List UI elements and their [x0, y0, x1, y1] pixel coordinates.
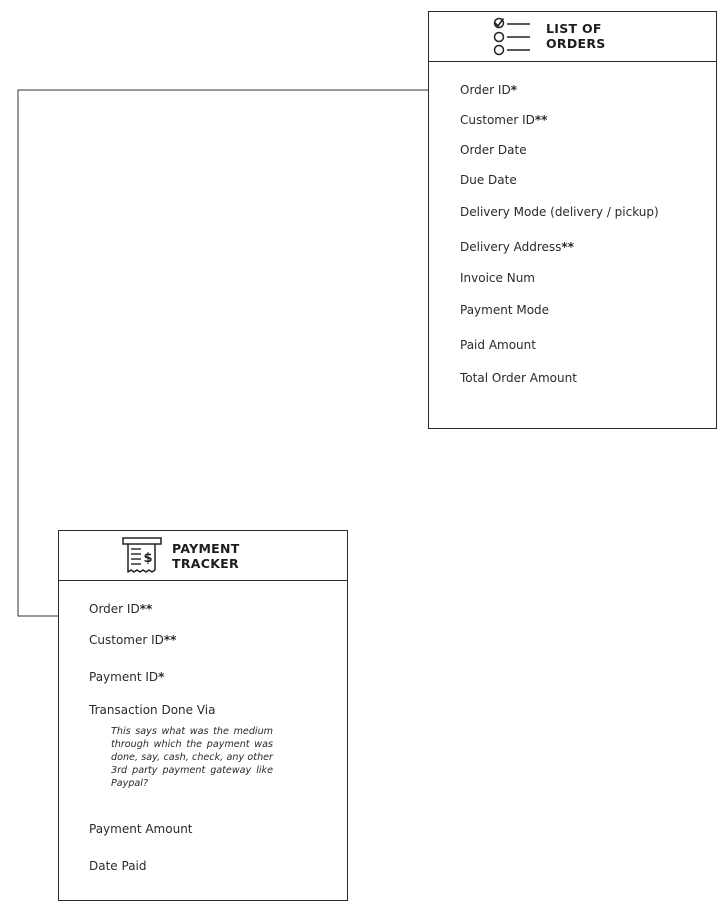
orders-field-delivery-mode: Delivery Mode (delivery / pickup) — [460, 205, 659, 219]
orders-field-total-order-amount: Total Order Amount — [460, 371, 577, 385]
payment-card-title: PAYMENT TRACKER — [172, 541, 240, 571]
orders-field-customer-id: Customer ID** — [460, 113, 548, 127]
orders-field-due-date: Due Date — [460, 173, 517, 187]
payment-field-transaction-done-via: Transaction Done Via — [89, 703, 216, 717]
orders-field-payment-mode: Payment Mode — [460, 303, 550, 317]
payment-card-header — [59, 531, 347, 581]
orders-card-title: LIST OF ORDERS — [546, 21, 606, 51]
payment-field-order-id: Order ID** — [89, 602, 153, 616]
orders-field-delivery-address: Delivery Address** — [460, 240, 574, 254]
payment-field-payment-id: Payment ID* — [89, 670, 165, 684]
orders-field-paid-amount: Paid Amount — [460, 338, 536, 352]
payment-field-payment-amount: Payment Amount — [89, 822, 193, 836]
orders-field-order-date: Order Date — [460, 143, 527, 157]
payment-field-date-paid: Date Paid — [89, 859, 147, 873]
payment-field-customer-id: Customer ID** — [89, 633, 177, 647]
payment-tracker-card — [58, 530, 348, 901]
checklist-icon — [492, 15, 534, 57]
orders-field-invoice-num: Invoice Num — [460, 271, 535, 285]
svg-text:$: $ — [143, 551, 153, 566]
orders-table-card — [428, 11, 717, 429]
transaction-medium-note: This says what was the medium through which the payment was done, say, cash, check, any other 3rd party payment gateway like Paypal? — [111, 726, 273, 789]
orders-field-order-id: Order ID* — [460, 83, 517, 97]
receipt-dollar-icon — [121, 536, 163, 576]
orders-card-header — [429, 12, 716, 62]
